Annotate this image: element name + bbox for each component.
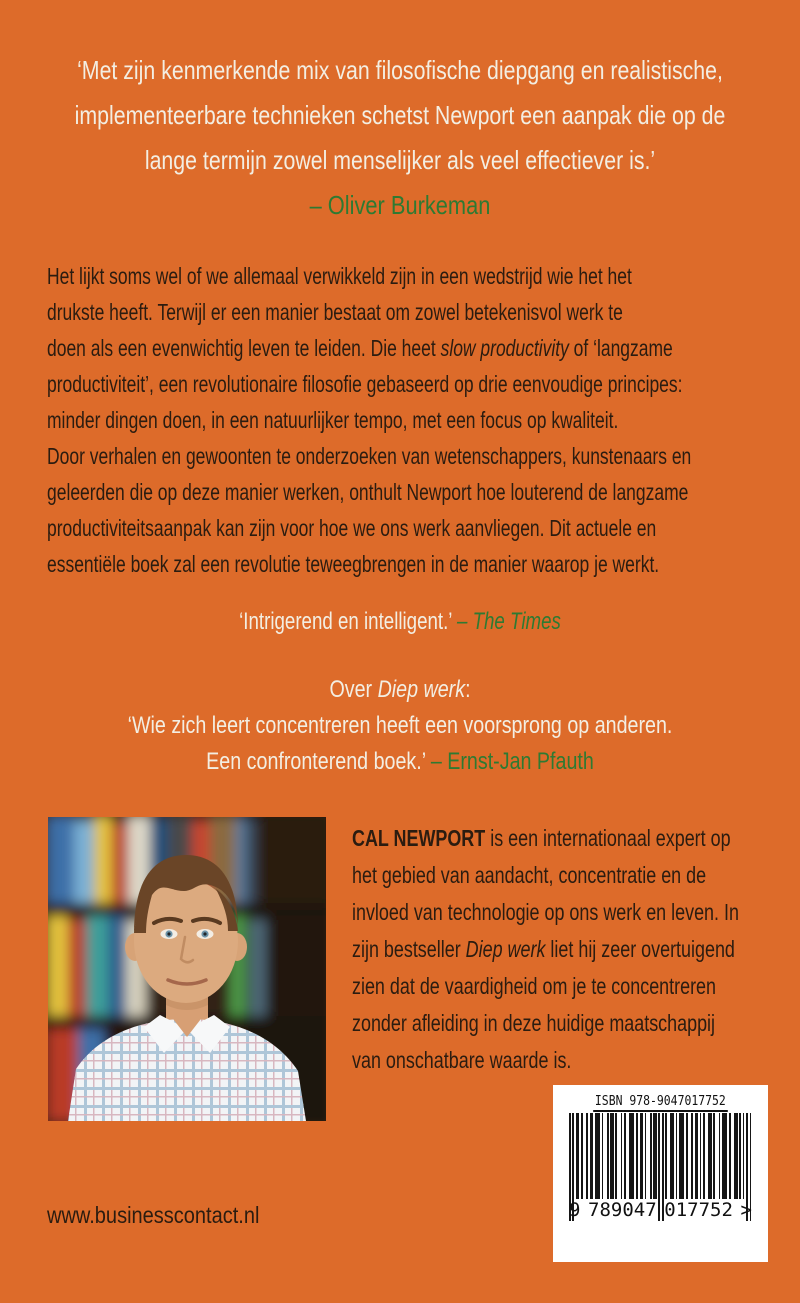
text-line: het gebied van aandacht, concentratie en de	[352, 862, 707, 888]
barcode-bar	[719, 1113, 721, 1199]
barcode-bar	[708, 1113, 711, 1199]
barcode-bar	[590, 1113, 593, 1199]
text-line: geleerden die op deze manier werken, onthult Newport hoe louterend de langzame	[47, 479, 689, 505]
text-line: productiviteitsaanpak kan zijn voor hoe we ons werk aanvliegen. Dit actuele en	[47, 515, 657, 541]
barcode-bar	[734, 1113, 737, 1199]
text-line: Door verhalen en gewoonten te onderzoeken van wetenschappers, kunstenaars en	[47, 443, 692, 469]
barcode-bar	[650, 1113, 652, 1199]
barcode-bar	[729, 1113, 731, 1199]
barcode-bar	[607, 1113, 609, 1199]
barcode-bar	[602, 1113, 604, 1199]
text-line: Over Diep werk:	[329, 676, 471, 703]
text-line: ‘Intrigerend en intelligent.’ – The Times	[239, 608, 561, 635]
author-bio	[352, 817, 800, 1121]
text-line: invloed van technologie op ons werk en leven. In	[352, 899, 739, 925]
barcode-bar	[581, 1113, 583, 1199]
text-line: zonder afleiding in deze huidige maatschappij	[352, 1010, 716, 1036]
text-line: zien dat de vaardigheid om je te concentreren	[352, 973, 717, 999]
times-review-quote	[0, 604, 800, 640]
barcode-bar	[695, 1113, 698, 1199]
text-line: drukste heeft. Terwijl er een manier bestaat om zowel betekenisvol werk te	[47, 299, 623, 325]
barcode-bar	[679, 1113, 684, 1199]
endorsement-quote-lines	[0, 48, 800, 183]
barcode-bar	[640, 1113, 643, 1199]
barcode-digit-group: 789047	[588, 1199, 657, 1221]
barcode-digit-group: 9	[569, 1199, 581, 1221]
barcode-bar	[739, 1113, 741, 1199]
publisher-website: www.businesscontact.nl	[47, 1202, 260, 1228]
synopsis-paragraph	[47, 258, 800, 582]
text-line: minder dingen doen, in een natuurlijker tempo, met een focus op kwaliteit.	[47, 407, 619, 433]
barcode-bar	[691, 1113, 693, 1199]
text-line: ‘Wie zich leert concentreren heeft een voorsprong op anderen.	[127, 712, 673, 739]
barcode-bar	[686, 1113, 688, 1199]
barcode-bar	[621, 1113, 623, 1199]
barcode-bar	[586, 1113, 588, 1199]
text-line: lange termijn zowel menselijker als veel effectiever is.’	[144, 145, 656, 175]
text-line: essentiële boek zal een revolutie teweegbrengen in de manier waarop je werkt.	[47, 551, 660, 577]
isbn-number: ISBN 978-9047017752	[593, 1094, 727, 1112]
text-line: implementeerbare technieken schetst Newport een aanpak die op de	[74, 100, 726, 130]
text-line: van onschatbare waarde is.	[352, 1047, 572, 1073]
endorsement-quote	[0, 48, 800, 228]
endorsement-attribution: – Oliver Burkeman	[309, 190, 491, 220]
barcode-bar	[595, 1113, 600, 1199]
barcode-digit-group: 017752	[664, 1199, 733, 1221]
text-line: productiviteit’, een revolutionaire filosofie gebaseerd op drie eenvoudige principes:	[47, 371, 683, 397]
barcode-bar	[624, 1113, 626, 1199]
barcode-bar	[610, 1113, 613, 1199]
barcode-bar	[703, 1113, 705, 1199]
barcode-bar	[713, 1113, 715, 1199]
barcode-bar	[645, 1113, 647, 1199]
barcode-bar	[670, 1113, 673, 1199]
barcode-bar	[700, 1113, 702, 1199]
author-section	[48, 817, 800, 1121]
barcode-bar	[576, 1113, 579, 1199]
isbn-barcode	[553, 1085, 768, 1262]
barcode-bar	[665, 1113, 667, 1199]
barcode-bar	[653, 1113, 656, 1199]
diep-werk-review-block	[0, 672, 800, 780]
barcode-bar	[722, 1113, 727, 1199]
text-line: Een confronterend boek.’ – Ernst-Jan Pfauth	[206, 748, 594, 775]
barcode-bar	[676, 1113, 678, 1199]
text-line: zijn bestseller Diep werk liet hij zeer overtuigend	[352, 936, 735, 962]
barcode-digits	[569, 1199, 752, 1221]
barcode-bar	[743, 1113, 745, 1199]
barcode-digit-group: >	[740, 1199, 752, 1221]
barcode-bar	[615, 1113, 617, 1199]
barcode-bar	[629, 1113, 634, 1199]
text-line: CAL NEWPORT is een internationaal expert op	[352, 825, 731, 851]
text-line: doen als een evenwichtig leven te leiden. Die heet slow productivity of ‘langzame	[47, 335, 673, 361]
author-photo	[48, 817, 326, 1121]
text-line: Het lijkt soms wel of we allemaal verwikkeld zijn in een wedstrijd wie het het	[47, 263, 632, 289]
barcode-bar	[636, 1113, 638, 1199]
text-line: ‘Met zijn kenmerkende mix van filosofische diepgang en realistische,	[77, 55, 723, 85]
